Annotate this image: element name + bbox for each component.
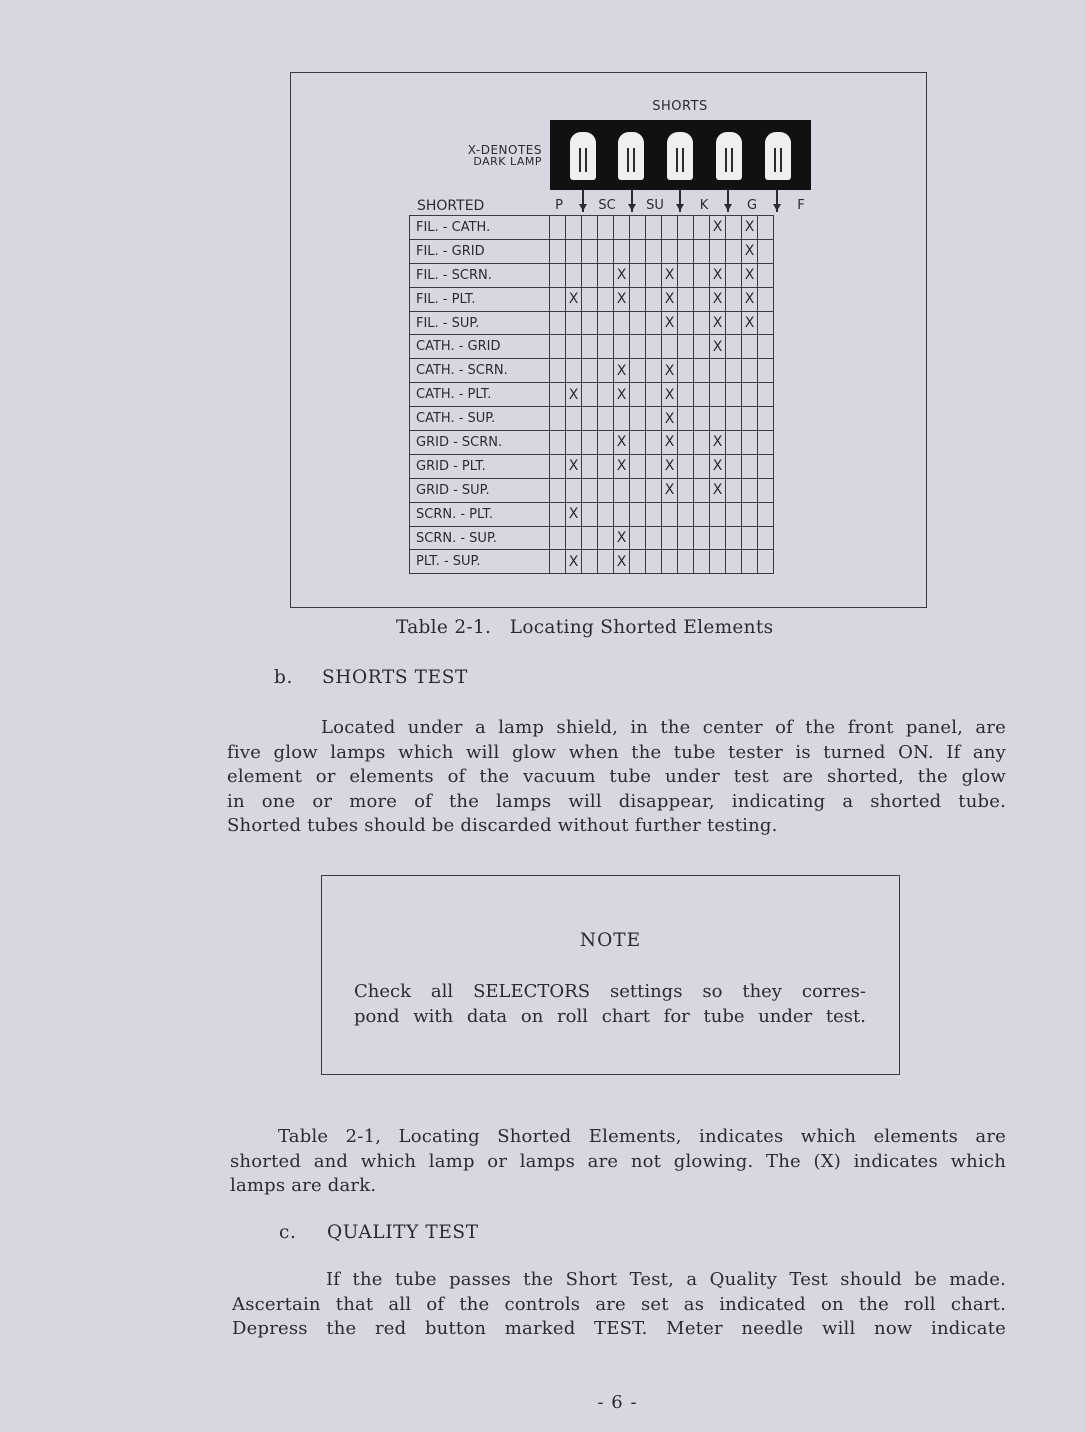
table-cell: X: [742, 216, 758, 240]
table-cell: X: [710, 431, 726, 455]
table-cell: [646, 359, 662, 383]
table-cell: [726, 407, 742, 431]
table-cell: [630, 550, 646, 574]
paragraph-line: element or elements of the vacuum tube under test are shorted, the glow: [227, 766, 1006, 787]
table-cell: [598, 311, 614, 335]
table-cell: [630, 359, 646, 383]
lamp-label-f: F: [797, 198, 805, 213]
table-cell: [598, 359, 614, 383]
table-cell: [598, 502, 614, 526]
table-cell: X: [662, 383, 678, 407]
row-label: FIL. - SUP.: [410, 311, 550, 335]
dark-lamp-legend: [440, 144, 542, 168]
table-explanation-paragraph: [230, 1125, 1006, 1199]
table-cell: [742, 478, 758, 502]
table-cell: [662, 239, 678, 263]
glow-lamp-icon: [667, 132, 693, 180]
table-cell: [694, 526, 710, 550]
table-cell: [742, 550, 758, 574]
table-cell: [630, 454, 646, 478]
lamp-label-sc: SC: [598, 198, 616, 213]
table-cell: [646, 550, 662, 574]
table-cell: [678, 502, 694, 526]
table-cell: [726, 359, 742, 383]
shorts-title: SHORTS: [652, 99, 708, 114]
table-row: [410, 239, 774, 263]
table-cell: [550, 550, 566, 574]
row-label: GRID - PLT.: [410, 454, 550, 478]
table-row: [410, 311, 774, 335]
table-cell: [694, 478, 710, 502]
table-cell: [646, 502, 662, 526]
table-cell: [710, 359, 726, 383]
table-cell: [726, 216, 742, 240]
table-row: [410, 383, 774, 407]
table-cell: X: [566, 383, 582, 407]
table-cell: [566, 407, 582, 431]
table-cell: [582, 454, 598, 478]
table-cell: [694, 407, 710, 431]
table-cell: [678, 359, 694, 383]
table-row: [410, 335, 774, 359]
paragraph-line: lamps are dark.: [230, 1175, 377, 1196]
table-cell: X: [710, 454, 726, 478]
table-cell: [678, 407, 694, 431]
table-cell: [710, 550, 726, 574]
table-cell: [614, 407, 630, 431]
table-cell: [582, 431, 598, 455]
table-cell: [678, 383, 694, 407]
table-cell: [678, 550, 694, 574]
lamp-label-k: K: [699, 198, 709, 213]
table-cell: [726, 287, 742, 311]
row-label: SCRN. - SUP.: [410, 526, 550, 550]
table-cell: [598, 526, 614, 550]
table-cell: [582, 550, 598, 574]
table-cell: [726, 550, 742, 574]
table-cell: X: [614, 550, 630, 574]
lamp-pointer-icon: [727, 190, 729, 212]
table-cell: X: [614, 287, 630, 311]
row-label: SCRN. - PLT.: [410, 502, 550, 526]
quality-test-paragraph: [232, 1268, 1006, 1342]
paragraph-line: Located under a lamp shield, in the center of the front panel, are: [321, 717, 1006, 738]
table-cell: [630, 311, 646, 335]
table-cell: [550, 478, 566, 502]
table-cell: [598, 478, 614, 502]
table-cell: [582, 239, 598, 263]
table-cell: [550, 431, 566, 455]
table-cell: [758, 550, 774, 574]
table-cell: [710, 239, 726, 263]
table-cell: [646, 311, 662, 335]
table-cell: [742, 359, 758, 383]
table-cell: [598, 287, 614, 311]
table-cell: [646, 478, 662, 502]
paragraph-line: Shorted tubes should be discarded without further testing.: [227, 815, 778, 836]
table-cell: [566, 311, 582, 335]
table-cell: [598, 216, 614, 240]
glow-lamp-icon: [618, 132, 644, 180]
table-cell: [614, 311, 630, 335]
table-cell: X: [566, 502, 582, 526]
section-c-letter: c.: [279, 1222, 297, 1243]
table-cell: X: [662, 359, 678, 383]
table-cell: [758, 407, 774, 431]
table-cell: [630, 216, 646, 240]
table-cell: X: [742, 263, 758, 287]
table-cell: [646, 383, 662, 407]
table-cell: [742, 431, 758, 455]
table-cell: [742, 383, 758, 407]
lamp-label-su: SU: [646, 198, 664, 213]
glow-lamp-icon: [570, 132, 596, 180]
table-cell: [582, 287, 598, 311]
table-cell: [726, 311, 742, 335]
table-cell: [678, 478, 694, 502]
table-caption: Table 2-1. Locating Shorted Elements: [396, 617, 774, 638]
lamp-pointer-icon: [776, 190, 778, 212]
table-cell: [630, 239, 646, 263]
table-cell: [742, 335, 758, 359]
table-cell: [726, 335, 742, 359]
legend-line-1: X-DENOTES: [467, 143, 542, 157]
table-cell: [614, 502, 630, 526]
table-cell: X: [662, 454, 678, 478]
table-cell: [758, 526, 774, 550]
table-cell: X: [710, 478, 726, 502]
table-cell: X: [662, 478, 678, 502]
table-row: [410, 431, 774, 455]
table-row: [410, 502, 774, 526]
note-line-1: Check all SELECTORS settings so they corres-: [354, 981, 866, 1002]
table-cell: [566, 335, 582, 359]
shorts-test-paragraph: [227, 716, 1006, 839]
table-cell: [678, 287, 694, 311]
table-cell: [742, 454, 758, 478]
table-cell: [742, 407, 758, 431]
table-cell: [566, 431, 582, 455]
table-cell: X: [710, 287, 726, 311]
lamp-pointer-icon: [582, 190, 584, 212]
section-c-heading: QUALITY TEST: [327, 1222, 479, 1243]
table-cell: [598, 454, 614, 478]
table-cell: [598, 383, 614, 407]
glow-lamp-panel: [550, 120, 811, 190]
table-cell: [758, 431, 774, 455]
paragraph-line: shorted and which lamp or lamps are not glowing. The (X) indicates which: [230, 1150, 1006, 1172]
table-cell: [694, 359, 710, 383]
paragraph-line: If the tube passes the Short Test, a Quality Test should be made.: [326, 1269, 1006, 1290]
row-label: FIL. - GRID: [410, 239, 550, 263]
table-cell: [678, 311, 694, 335]
table-cell: [678, 263, 694, 287]
table-cell: [550, 263, 566, 287]
table-cell: [630, 407, 646, 431]
page-number: - 6 -: [597, 1392, 638, 1413]
row-label: FIL. - CATH.: [410, 216, 550, 240]
table-cell: X: [710, 311, 726, 335]
table-cell: [630, 431, 646, 455]
table-cell: [758, 335, 774, 359]
table-cell: [646, 407, 662, 431]
table-cell: [694, 263, 710, 287]
section-b-heading: SHORTS TEST: [322, 667, 468, 688]
table-cell: [646, 454, 662, 478]
lamp-pointer-icon: [679, 190, 681, 212]
table-cell: [726, 526, 742, 550]
note-line-2: pond with data on roll chart for tube under test.: [354, 1006, 866, 1027]
table-cell: [614, 335, 630, 359]
lamp-label-g: G: [746, 198, 758, 213]
table-cell: X: [742, 287, 758, 311]
row-label: CATH. - GRID: [410, 335, 550, 359]
lamp-pointer-icon: [631, 190, 633, 212]
table-cell: [678, 216, 694, 240]
legend-line-2: DARK LAMP: [473, 155, 542, 168]
table-row: [410, 359, 774, 383]
glow-lamp-icon: [765, 132, 791, 180]
row-label: CATH. - SUP.: [410, 407, 550, 431]
table-cell: [582, 216, 598, 240]
table-row: [410, 454, 774, 478]
paragraph-line: Ascertain that all of the controls are set as indicated on the roll chart.: [232, 1293, 1006, 1315]
table-cell: [678, 526, 694, 550]
table-cell: [598, 263, 614, 287]
table-cell: [630, 478, 646, 502]
table-cell: X: [662, 287, 678, 311]
table-cell: [550, 216, 566, 240]
table-cell: [694, 431, 710, 455]
row-label: CATH. - PLT.: [410, 383, 550, 407]
table-cell: [646, 216, 662, 240]
table-cell: [614, 478, 630, 502]
paragraph-line: Depress the red button marked TEST. Meter needle will now indicate: [232, 1318, 1006, 1339]
row-label: GRID - SCRN.: [410, 431, 550, 455]
table-cell: [550, 454, 566, 478]
table-cell: [662, 526, 678, 550]
table-cell: [582, 383, 598, 407]
table-cell: [582, 311, 598, 335]
table-cell: [582, 407, 598, 431]
table-cell: X: [710, 216, 726, 240]
table-cell: X: [614, 263, 630, 287]
table-cell: [694, 311, 710, 335]
table-cell: X: [662, 263, 678, 287]
table-cell: [694, 216, 710, 240]
table-cell: [694, 550, 710, 574]
table-row: [410, 407, 774, 431]
table-cell: [646, 431, 662, 455]
table-cell: [662, 216, 678, 240]
table-cell: [758, 454, 774, 478]
table-cell: [630, 526, 646, 550]
table-cell: X: [566, 454, 582, 478]
table-cell: [710, 383, 726, 407]
table-cell: [582, 263, 598, 287]
table-cell: [550, 239, 566, 263]
paragraph-line: Table 2-1, Locating Shorted Elements, indicates which elements are: [278, 1126, 1006, 1147]
table-cell: X: [662, 407, 678, 431]
row-label: GRID - SUP.: [410, 478, 550, 502]
table-cell: [598, 335, 614, 359]
table-cell: [726, 454, 742, 478]
shorted-column-header: SHORTED: [417, 198, 485, 214]
table-cell: [694, 383, 710, 407]
table-cell: [758, 311, 774, 335]
table-cell: [550, 502, 566, 526]
table-cell: [582, 526, 598, 550]
table-cell: [694, 239, 710, 263]
table-cell: X: [614, 383, 630, 407]
paragraph-line: five glow lamps which will glow when the tube tester is turned ON. If any: [227, 741, 1006, 763]
table-cell: X: [662, 311, 678, 335]
table-cell: [598, 239, 614, 263]
table-cell: [710, 407, 726, 431]
table-cell: [726, 239, 742, 263]
table-row: [410, 478, 774, 502]
table-cell: [758, 287, 774, 311]
table-cell: [742, 502, 758, 526]
table-cell: [630, 287, 646, 311]
table-cell: [550, 407, 566, 431]
table-cell: X: [614, 359, 630, 383]
table-cell: [742, 526, 758, 550]
table-cell: [550, 359, 566, 383]
table-cell: [758, 263, 774, 287]
note-title: NOTE: [579, 930, 642, 951]
table-row: [410, 287, 774, 311]
table-cell: [566, 216, 582, 240]
table-cell: [758, 359, 774, 383]
table-cell: [758, 239, 774, 263]
table-cell: [630, 502, 646, 526]
table-cell: [646, 239, 662, 263]
table-cell: [694, 454, 710, 478]
table-cell: X: [566, 287, 582, 311]
table-cell: [598, 431, 614, 455]
table-row: [410, 263, 774, 287]
table-row: [410, 550, 774, 574]
table-cell: [566, 239, 582, 263]
row-label: FIL. - PLT.: [410, 287, 550, 311]
table-cell: [710, 502, 726, 526]
table-cell: [598, 407, 614, 431]
section-b-letter: b.: [274, 667, 293, 688]
table-cell: [678, 431, 694, 455]
table-cell: [758, 216, 774, 240]
table-cell: [678, 239, 694, 263]
table-cell: X: [710, 335, 726, 359]
table-cell: [566, 478, 582, 502]
table-cell: [710, 526, 726, 550]
table-cell: [550, 383, 566, 407]
table-cell: [678, 454, 694, 478]
table-cell: [694, 287, 710, 311]
paragraph-line: in one or more of the lamps will disappear, indicating a shorted tube.: [227, 790, 1006, 812]
glow-lamp-icon: [716, 132, 742, 180]
row-label: PLT. - SUP.: [410, 550, 550, 574]
lamp-label-p: P: [555, 198, 563, 213]
table-cell: [582, 359, 598, 383]
table-cell: [726, 263, 742, 287]
table-cell: X: [662, 431, 678, 455]
table-cell: [758, 383, 774, 407]
table-cell: [598, 550, 614, 574]
table-cell: [582, 478, 598, 502]
table-cell: [694, 335, 710, 359]
table-cell: X: [614, 454, 630, 478]
row-label: FIL. - SCRN.: [410, 263, 550, 287]
table-cell: [630, 263, 646, 287]
table-cell: [566, 263, 582, 287]
table-cell: [662, 335, 678, 359]
table-cell: [646, 287, 662, 311]
note-box: [321, 875, 900, 1075]
table-cell: X: [566, 550, 582, 574]
table-cell: [566, 359, 582, 383]
shorted-elements-table: [409, 215, 774, 574]
table-cell: [726, 383, 742, 407]
table-cell: [758, 478, 774, 502]
table-row: [410, 526, 774, 550]
table-cell: [662, 550, 678, 574]
table-cell: [646, 526, 662, 550]
table-cell: [726, 431, 742, 455]
table-cell: [726, 478, 742, 502]
table-cell: [630, 383, 646, 407]
table-cell: [630, 335, 646, 359]
table-cell: [758, 502, 774, 526]
table-cell: [694, 502, 710, 526]
table-cell: [662, 502, 678, 526]
table-cell: [582, 335, 598, 359]
table-cell: [582, 502, 598, 526]
table-cell: [550, 287, 566, 311]
note-text: [354, 979, 866, 1029]
table-cell: X: [742, 239, 758, 263]
table-cell: [614, 216, 630, 240]
table-row: [410, 216, 774, 240]
table-cell: X: [614, 431, 630, 455]
table-cell: [646, 263, 662, 287]
table-cell: [646, 335, 662, 359]
table-cell: [550, 526, 566, 550]
table-cell: X: [710, 263, 726, 287]
table-cell: X: [742, 311, 758, 335]
table-cell: [550, 311, 566, 335]
table-cell: [566, 526, 582, 550]
table-cell: X: [614, 526, 630, 550]
table-cell: [726, 502, 742, 526]
row-label: CATH. - SCRN.: [410, 359, 550, 383]
table-cell: [678, 335, 694, 359]
table-cell: [550, 335, 566, 359]
table-cell: [614, 239, 630, 263]
